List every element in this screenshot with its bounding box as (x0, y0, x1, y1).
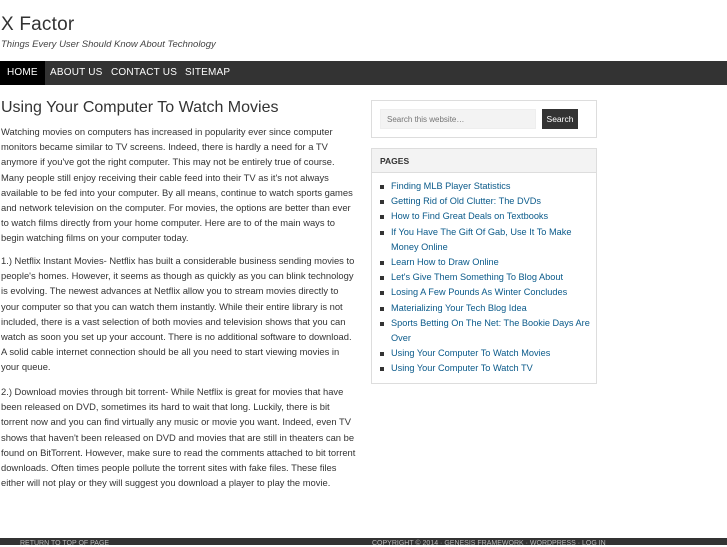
bullet-icon (380, 276, 384, 280)
site-title[interactable]: X Factor (1, 14, 75, 35)
main-navigation (0, 61, 727, 85)
search-button[interactable]: Search (542, 109, 578, 129)
nav-contact-us[interactable]: CONTACT US (111, 67, 178, 78)
list-item (380, 316, 592, 346)
bullet-icon (380, 185, 384, 189)
page-link[interactable]: Learn How to Draw Online (391, 257, 499, 268)
bullet-icon (380, 322, 384, 326)
post-paragraph: 2.) Download movies through bit torrent- While Netflix is great for movies that have been released on DVD, sometimes its hard to wait that long. Luckily, there is bit torrent now and you can find virtually any music or movie you want. Indeed, even TV shows that haven't been released on DVD and movies that are still in theaters can be found on BitTorrent. However, make sure to read the comments attached to bit torrent downloads. Often times people pollute the torrent sites with fake files. These files either will not play or they will suggest you download a player to play the movie. (1, 386, 356, 489)
page-link[interactable]: Sports Betting On The Net: The Bookie Days Are Over (391, 317, 590, 344)
site-tagline: Things Every User Should Know About Technology (1, 39, 216, 50)
page-link[interactable]: How to Find Great Deals on Textbooks (391, 211, 549, 222)
pages-list (380, 179, 592, 377)
list-item (380, 179, 592, 194)
list-item (380, 361, 592, 376)
page-link[interactable]: Using Your Computer To Watch TV (391, 363, 533, 374)
footer-copyright: COPYRIGHT © 2014 · GENESIS FRAMEWORK · WORDPRESS · LOG IN (372, 540, 606, 547)
list-item (380, 225, 592, 255)
nav-about-us[interactable]: ABOUT US (50, 67, 103, 78)
bullet-icon (380, 231, 384, 235)
post-paragraph: Watching movies on computers has increased in popularity ever since computer monitors became similar to TV screens. Indeed, there is hardly a need for a TV anymore if you've got the right computer. This may not be entirely true of course. Many people still enjoy receiving their cable feed into their TV as it's not always available to be fed into your computer. By all means, continue to watch sports games and network television on the computer. For movies, the options are better than ever to watch films directly from your home computer. Here are to of the main ways to begin watching films on your computer today. (1, 126, 353, 244)
pages-heading: PAGES (372, 149, 596, 173)
list-item (380, 194, 592, 209)
page-link[interactable]: Materializing Your Tech Blog Idea (391, 302, 527, 313)
post-paragraph: 1.) Netflix Instant Movies- Netflix has built a considerable business sending movies to people's homes. However, it seems as though as quickly as you can blink technology is evolving. The newest advances at Netflix allow you to stream movies directly to your computer so that you can watch them instantly. While their entire library is not included, there is a vast selection of both movies and television shows that you can watch as soon you set up your account. There is no additional software to download. A solid cable internet connection should be all you need to start viewing movies in your queue. (1, 255, 355, 373)
page-link[interactable]: Let's Give Them Something To Blog About (391, 272, 563, 283)
bullet-icon (380, 200, 384, 204)
return-to-top-link[interactable]: RETURN TO TOP OF PAGE (20, 540, 110, 547)
bullet-icon (380, 367, 384, 371)
page-link[interactable]: Using Your Computer To Watch Movies (391, 348, 551, 359)
nav-home[interactable]: HOME (0, 61, 45, 85)
list-item (380, 285, 592, 300)
bullet-icon (380, 215, 384, 219)
list-item (380, 301, 592, 316)
bullet-icon (380, 291, 384, 295)
page-link[interactable]: Finding MLB Player Statistics (391, 181, 511, 191)
list-item (380, 346, 592, 361)
post-title: Using Your Computer To Watch Movies (1, 99, 279, 116)
list-item (380, 255, 592, 270)
page-link[interactable]: Getting Rid of Old Clutter: The DVDs (391, 196, 541, 207)
pages-widget (371, 148, 597, 384)
bullet-icon (380, 261, 384, 265)
search-input[interactable] (380, 109, 536, 129)
search-widget (371, 100, 597, 138)
list-item (380, 209, 592, 224)
footer (0, 538, 727, 545)
page-link[interactable]: If You Have The Gift Of Gab, Use It To Make Money Online (391, 226, 572, 252)
list-item (380, 270, 592, 285)
bullet-icon (380, 352, 384, 356)
bullet-icon (380, 307, 384, 311)
page-link[interactable]: Losing A Few Pounds As Winter Concludes (391, 287, 568, 298)
nav-sitemap[interactable]: SITEMAP (185, 67, 231, 78)
